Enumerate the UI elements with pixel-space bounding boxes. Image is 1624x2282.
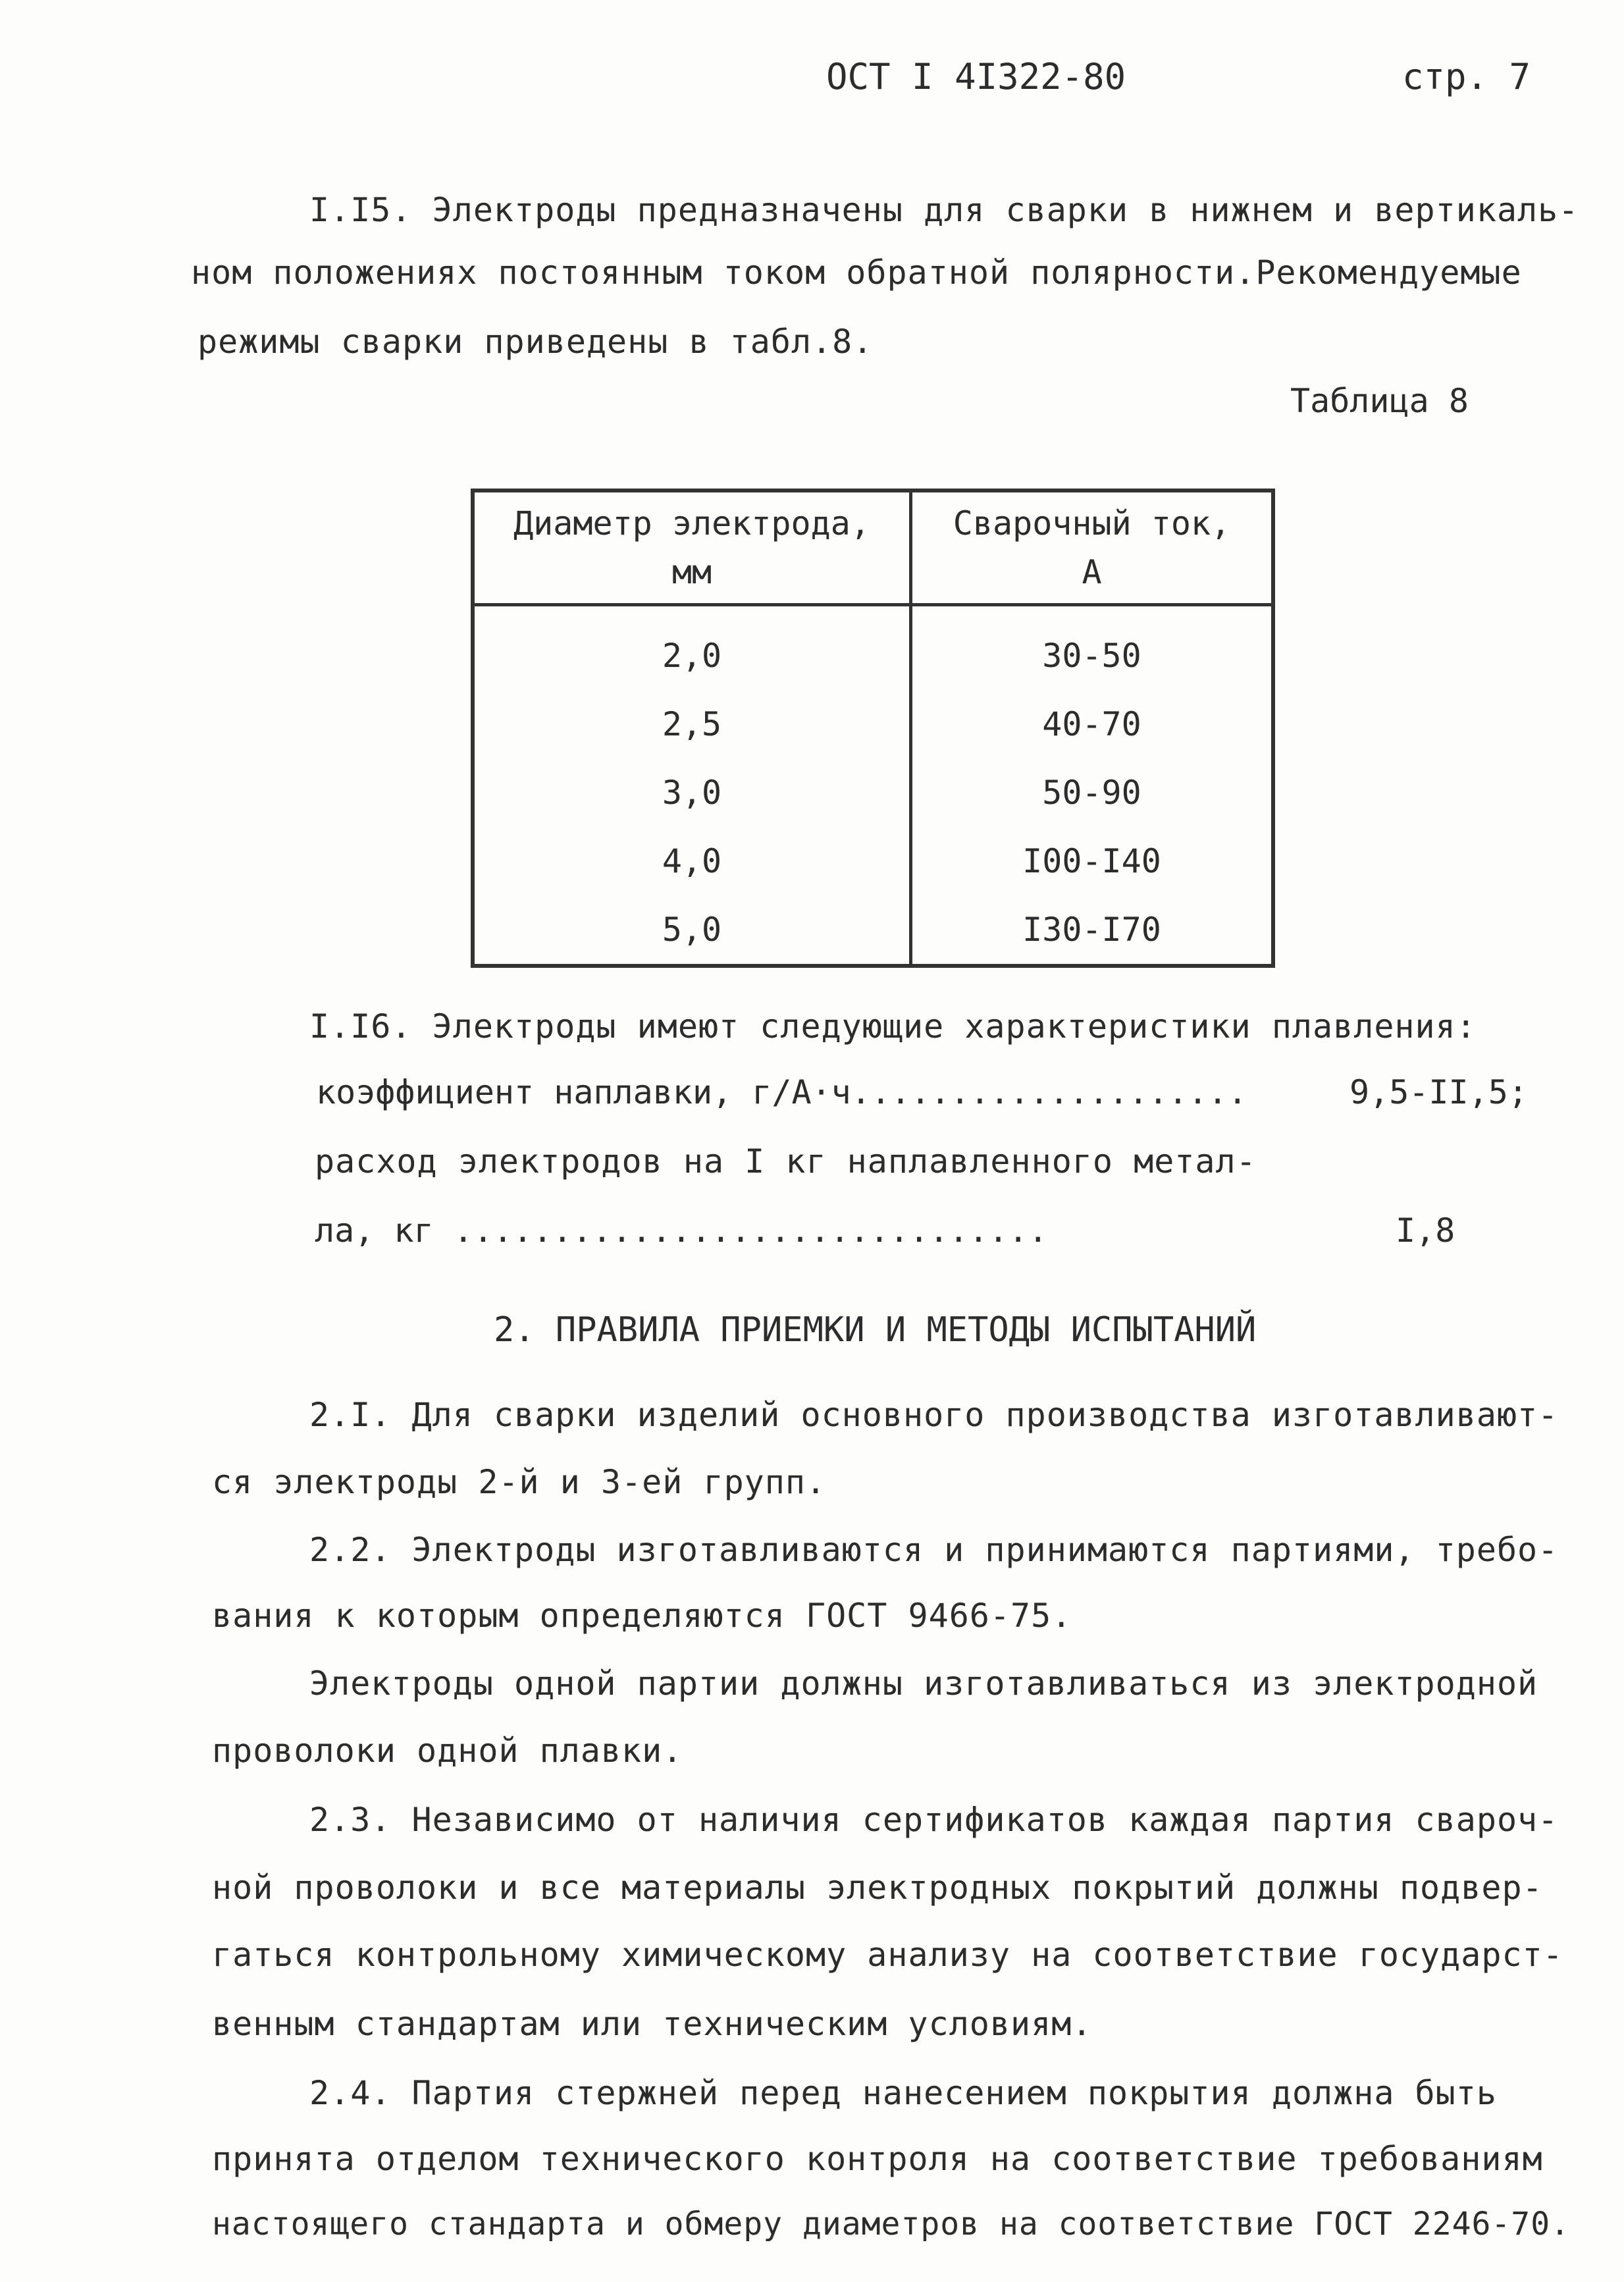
table-header-row xyxy=(473,491,1273,605)
paragraph-2-4-line: 2.4. Партия стержней перед нанесением покрытия должна быть xyxy=(309,2074,1497,2112)
table-cell: 2,5 xyxy=(662,704,722,743)
consumption-label: ла, кг xyxy=(315,1211,434,1250)
table-cell: 3,0 xyxy=(662,773,722,812)
leader-dots: .............................. xyxy=(433,1211,1048,1250)
table-cell: 2,0 xyxy=(662,636,722,675)
paragraph-1-15-line: режимы сварки приведены в табл.8. xyxy=(197,323,874,361)
table-cell: 40-70 xyxy=(911,690,1274,758)
coefficient-label: коэффициент наплавки, г/А·ч xyxy=(316,1073,851,1111)
table-row xyxy=(473,758,1273,827)
paragraph-2-4-line: настоящего стандарта и обмеру диаметров на соответствие ГОСТ 2246-70. xyxy=(212,2206,1570,2242)
table-cell: 4,0 xyxy=(662,841,722,880)
table-row xyxy=(473,605,1273,690)
consumption-row xyxy=(315,1211,1048,1250)
document-code: ОСТ I 4I322-80 xyxy=(826,56,1126,97)
paragraph-2-2-line: 2.2. Электроды изготавливаются и принимаются партиями, требо- xyxy=(309,1531,1559,1569)
welding-modes-table xyxy=(471,489,1275,968)
paragraph-1-16-intro: I.I6. Электроды имеют следующие характеристики плавления: xyxy=(309,1007,1477,1046)
paragraph-2-4-line: принята отделом технического контроля на соответствие требованиям xyxy=(212,2140,1543,2178)
consumption-value: I,8 xyxy=(1396,1211,1455,1250)
table-row xyxy=(473,827,1273,895)
paragraph-2-3-line: ной проволоки и все материалы электродных покрытий должны подвер- xyxy=(212,1869,1543,1907)
column-header-diameter: Диаметр электрода, мм xyxy=(473,491,911,605)
table-cell: 5,0 xyxy=(662,910,722,949)
consumption-label-line: расход электродов на I кг наплавленного метал- xyxy=(315,1142,1257,1181)
coefficient-row xyxy=(316,1073,1247,1111)
table-cell: I00-I40 xyxy=(911,827,1274,895)
table-row xyxy=(473,895,1273,966)
column-header-current: Сварочный ток, А xyxy=(911,491,1274,605)
section-title: 2. ПРАВИЛА ПРИЕМКИ И МЕТОДЫ ИСПЫТАНИЙ xyxy=(494,1310,1257,1350)
table-cell: I30-I70 xyxy=(911,895,1274,966)
table-cell: 30-50 xyxy=(911,605,1274,690)
table-label: Таблица 8 xyxy=(1290,382,1469,420)
paragraph-1-15-line: I.I5. Электроды предназначены для сварки в нижнем и вертикаль- xyxy=(309,191,1579,229)
paragraph-1-15-line: ном положениях постоянным током обратной полярности.Рекомендуемые xyxy=(191,253,1522,292)
table-row xyxy=(473,690,1273,758)
leader-dots: .................... xyxy=(851,1073,1247,1111)
paragraph-2-1-line: ся электроды 2-й и 3-ей групп. xyxy=(212,1463,827,1501)
paragraph-2-3-line: венным стандартам или техническим условиям. xyxy=(212,2005,1093,2043)
page-number: стр. 7 xyxy=(1402,56,1531,97)
paragraph-2-1-line: 2.I. Для сварки изделий основного производства изготавливают- xyxy=(309,1396,1559,1434)
paragraph-2-2-line: вания к которым определяются ГОСТ 9466-75. xyxy=(212,1597,1072,1635)
paragraph-2-2b-line: Электроды одной партии должны изготавливаться из электродной xyxy=(309,1664,1538,1703)
coefficient-value: 9,5-II,5; xyxy=(1349,1073,1528,1111)
paragraph-2-3-line: гаться контрольному химическому анализу на соответствие государст- xyxy=(212,1936,1563,1974)
paragraph-2-2b-line: проволоки одной плавки. xyxy=(212,1732,683,1770)
paragraph-2-3-line: 2.3. Независимо от наличия сертификатов каждая партия свароч- xyxy=(309,1801,1559,1839)
table-cell: 50-90 xyxy=(911,758,1274,827)
